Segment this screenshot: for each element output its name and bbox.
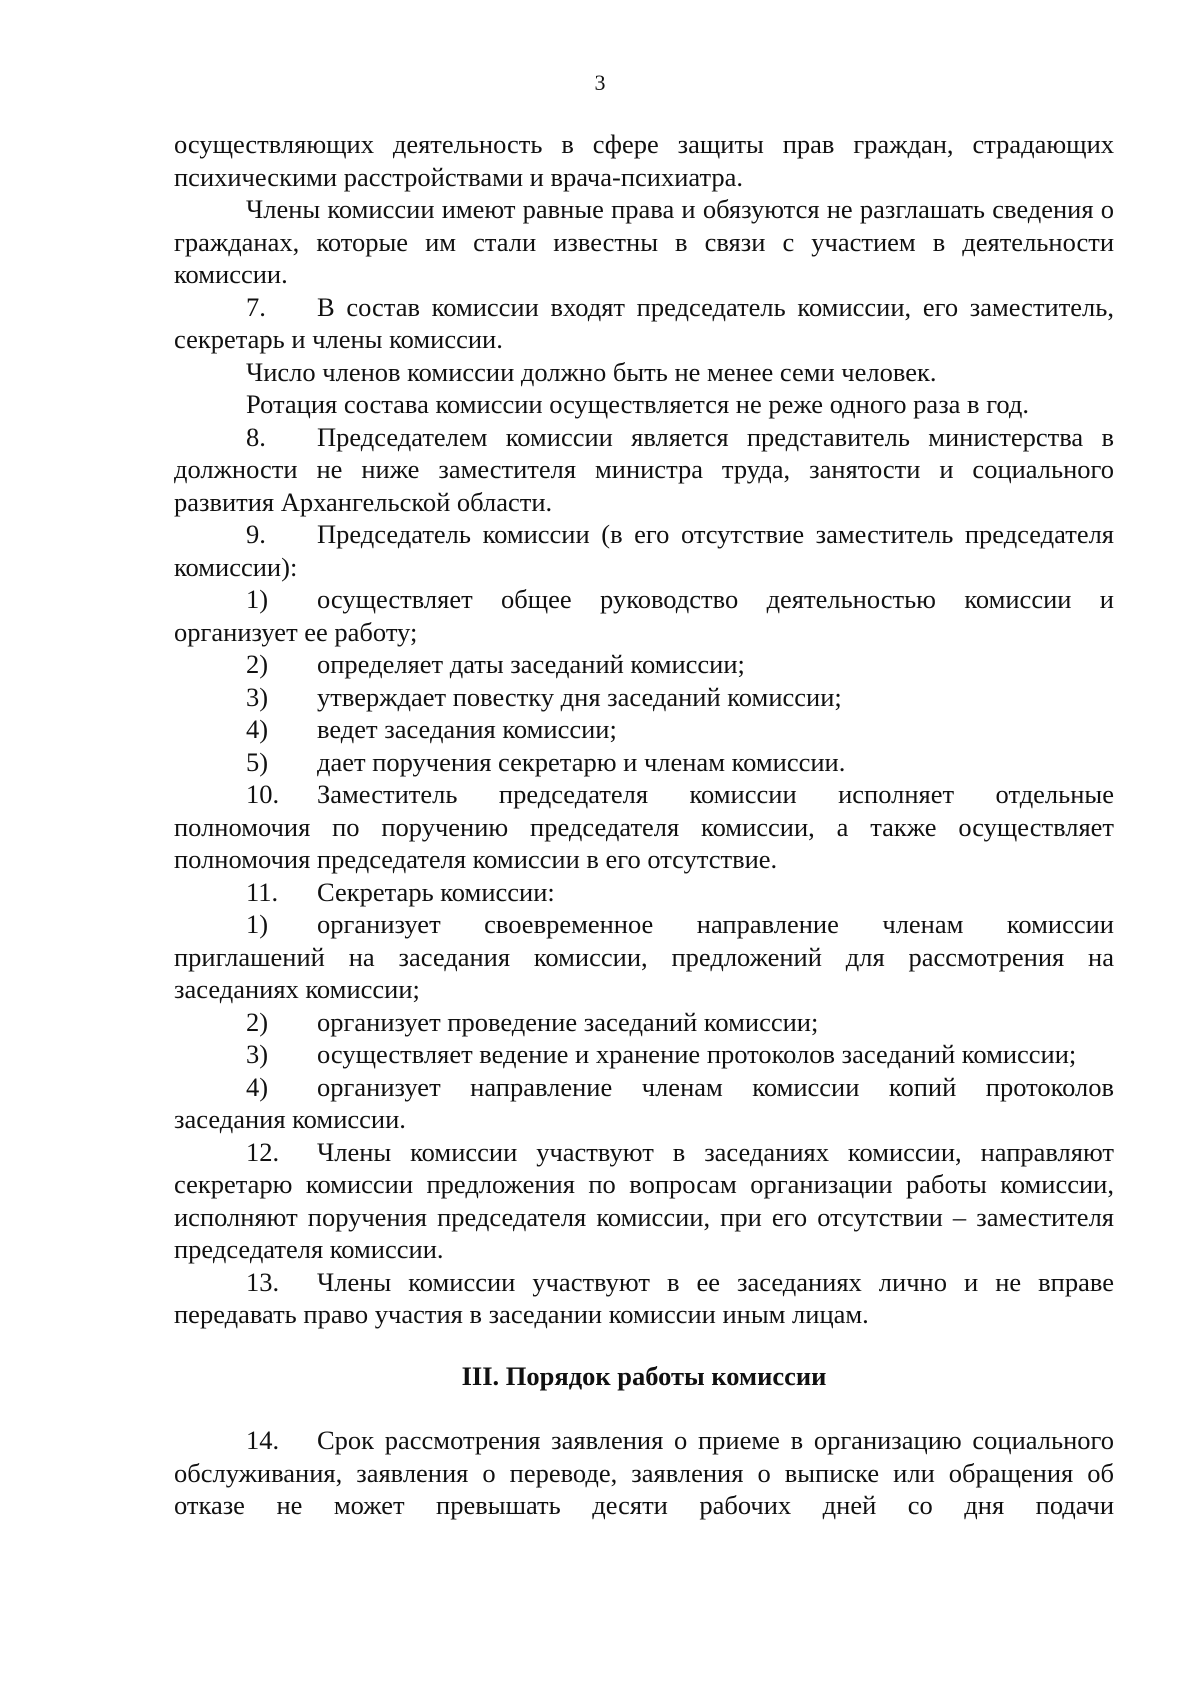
paragraph-number: 1)	[246, 909, 269, 939]
paragraph-text: Члены комиссии имеют равные права и обязуются не разглашать сведения о гражданах, которые им стали известны в связи с участием в деятельности комиссии.	[174, 194, 1114, 289]
paragraph-text: Члены комиссии участвуют в ее заседаниях лично и не вправе передавать право участия в заседании комиссии иным лицам.	[174, 1266, 1114, 1329]
numbered-paragraph	[174, 648, 1114, 681]
numbered-paragraph	[174, 778, 1114, 876]
paragraph-text: Заместитель председателя комиссии исполняет отдельные полномочия по поручению председателя комиссии, а также осуществляет полномочия председателя комиссии в его отсутствие.	[174, 779, 1114, 874]
paragraph-text: Председатель комиссии (в его отсутствие заместитель председателя комиссии):	[174, 519, 1114, 582]
paragraph-number: 11.	[246, 876, 279, 907]
numbered-paragraph	[174, 1424, 1114, 1522]
numbered-paragraph	[174, 518, 1114, 583]
numbered-paragraph	[174, 291, 1114, 356]
numbered-paragraph	[174, 746, 1114, 779]
paragraph	[174, 356, 1114, 389]
continued-paragraph: осуществляющих деятельность в сфере защиты прав граждан, страдающих психическими расстройствами и врача-психиатра.	[174, 129, 1114, 192]
paragraph-number: 1)	[246, 584, 269, 614]
paragraph-number: 5)	[246, 746, 269, 777]
paragraph-number: 9.	[246, 519, 266, 549]
paragraph-number: 13.	[246, 1266, 280, 1297]
paragraph-text: организует своевременное направление членам комиссии приглашений на заседания комиссии, предложений для рассмотрения на заседаниях комиссии;	[174, 909, 1114, 1004]
paragraph-text: организует направление членам комиссии копий протоколов заседания комиссии.	[174, 1071, 1114, 1134]
document-body	[174, 128, 1114, 1522]
paragraph	[174, 193, 1114, 291]
paragraph	[174, 388, 1114, 421]
paragraph-text: Число членов комиссии должно быть не менее семи человек.	[246, 356, 937, 387]
paragraph-text: осуществляет общее руководство деятельностью комиссии и организует ее работу;	[174, 584, 1114, 647]
numbered-paragraph	[174, 908, 1114, 1006]
paragraph-number: 3)	[246, 1039, 269, 1069]
paragraph-number: 10.	[246, 779, 280, 809]
paragraph-number: 2)	[246, 1006, 269, 1037]
numbered-paragraph	[174, 713, 1114, 746]
numbered-paragraph	[174, 1266, 1114, 1331]
paragraph-text: Ротация состава комиссии осуществляется не реже одного раза в год.	[246, 389, 1029, 419]
paragraph-text: Члены комиссии участвуют в заседаниях комиссии, направляют секретарю комиссии предложения по вопросам организации работы комиссии, исполняют поручения председателя комиссии, при его отсутствии – заместителя председателя комиссии.	[174, 1136, 1114, 1264]
paragraph-text: дает поручения секретарю и членам комиссии.	[317, 746, 846, 777]
numbered-paragraph	[174, 1136, 1114, 1266]
numbered-paragraph	[174, 681, 1114, 714]
paragraph-number: 2)	[246, 649, 269, 679]
paragraph-text: определяет даты заседаний комиссии;	[317, 649, 745, 679]
paragraph-number: 3)	[246, 681, 269, 712]
paragraph-number: 14.	[246, 1425, 280, 1455]
paragraph-text: Секретарь комиссии:	[317, 876, 555, 907]
numbered-paragraph	[174, 876, 1114, 909]
paragraph-number: 8.	[246, 421, 266, 452]
numbered-paragraph	[174, 421, 1114, 519]
paragraph-number: 4)	[246, 714, 269, 744]
numbered-paragraph	[174, 1038, 1114, 1071]
section-heading: III. Порядок работы комиссии	[461, 1360, 827, 1391]
page-number: 3	[594, 70, 606, 95]
paragraph-text: В состав комиссии входят председатель комиссии, его заместитель, секретарь и члены комиссии.	[174, 291, 1114, 354]
paragraph-text: утверждает повестку дня заседаний комиссии;	[317, 681, 842, 712]
paragraph-text: Срок рассмотрения заявления о приеме в организацию социального обслуживания, заявления о переводе, заявления о выписке или обращения об отказе не может превышать десяти рабочих дней со дня подачи	[174, 1425, 1114, 1520]
numbered-paragraph	[174, 1006, 1114, 1039]
paragraph-number: 4)	[246, 1071, 269, 1102]
numbered-paragraph	[174, 583, 1114, 648]
paragraph-text: организует проведение заседаний комиссии;	[317, 1006, 819, 1037]
paragraph-number: 7.	[246, 291, 266, 322]
paragraph-text: ведет заседания комиссии;	[317, 714, 617, 744]
numbered-paragraph	[174, 1071, 1114, 1136]
paragraph-number: 12.	[246, 1136, 280, 1167]
paragraph-text: Председателем комиссии является представитель министерства в должности не ниже заместителя министра труда, занятости и социального развития Архангельской области.	[174, 421, 1114, 517]
paragraph-text: осуществляет ведение и хранение протоколов заседаний комиссии;	[317, 1039, 1077, 1069]
